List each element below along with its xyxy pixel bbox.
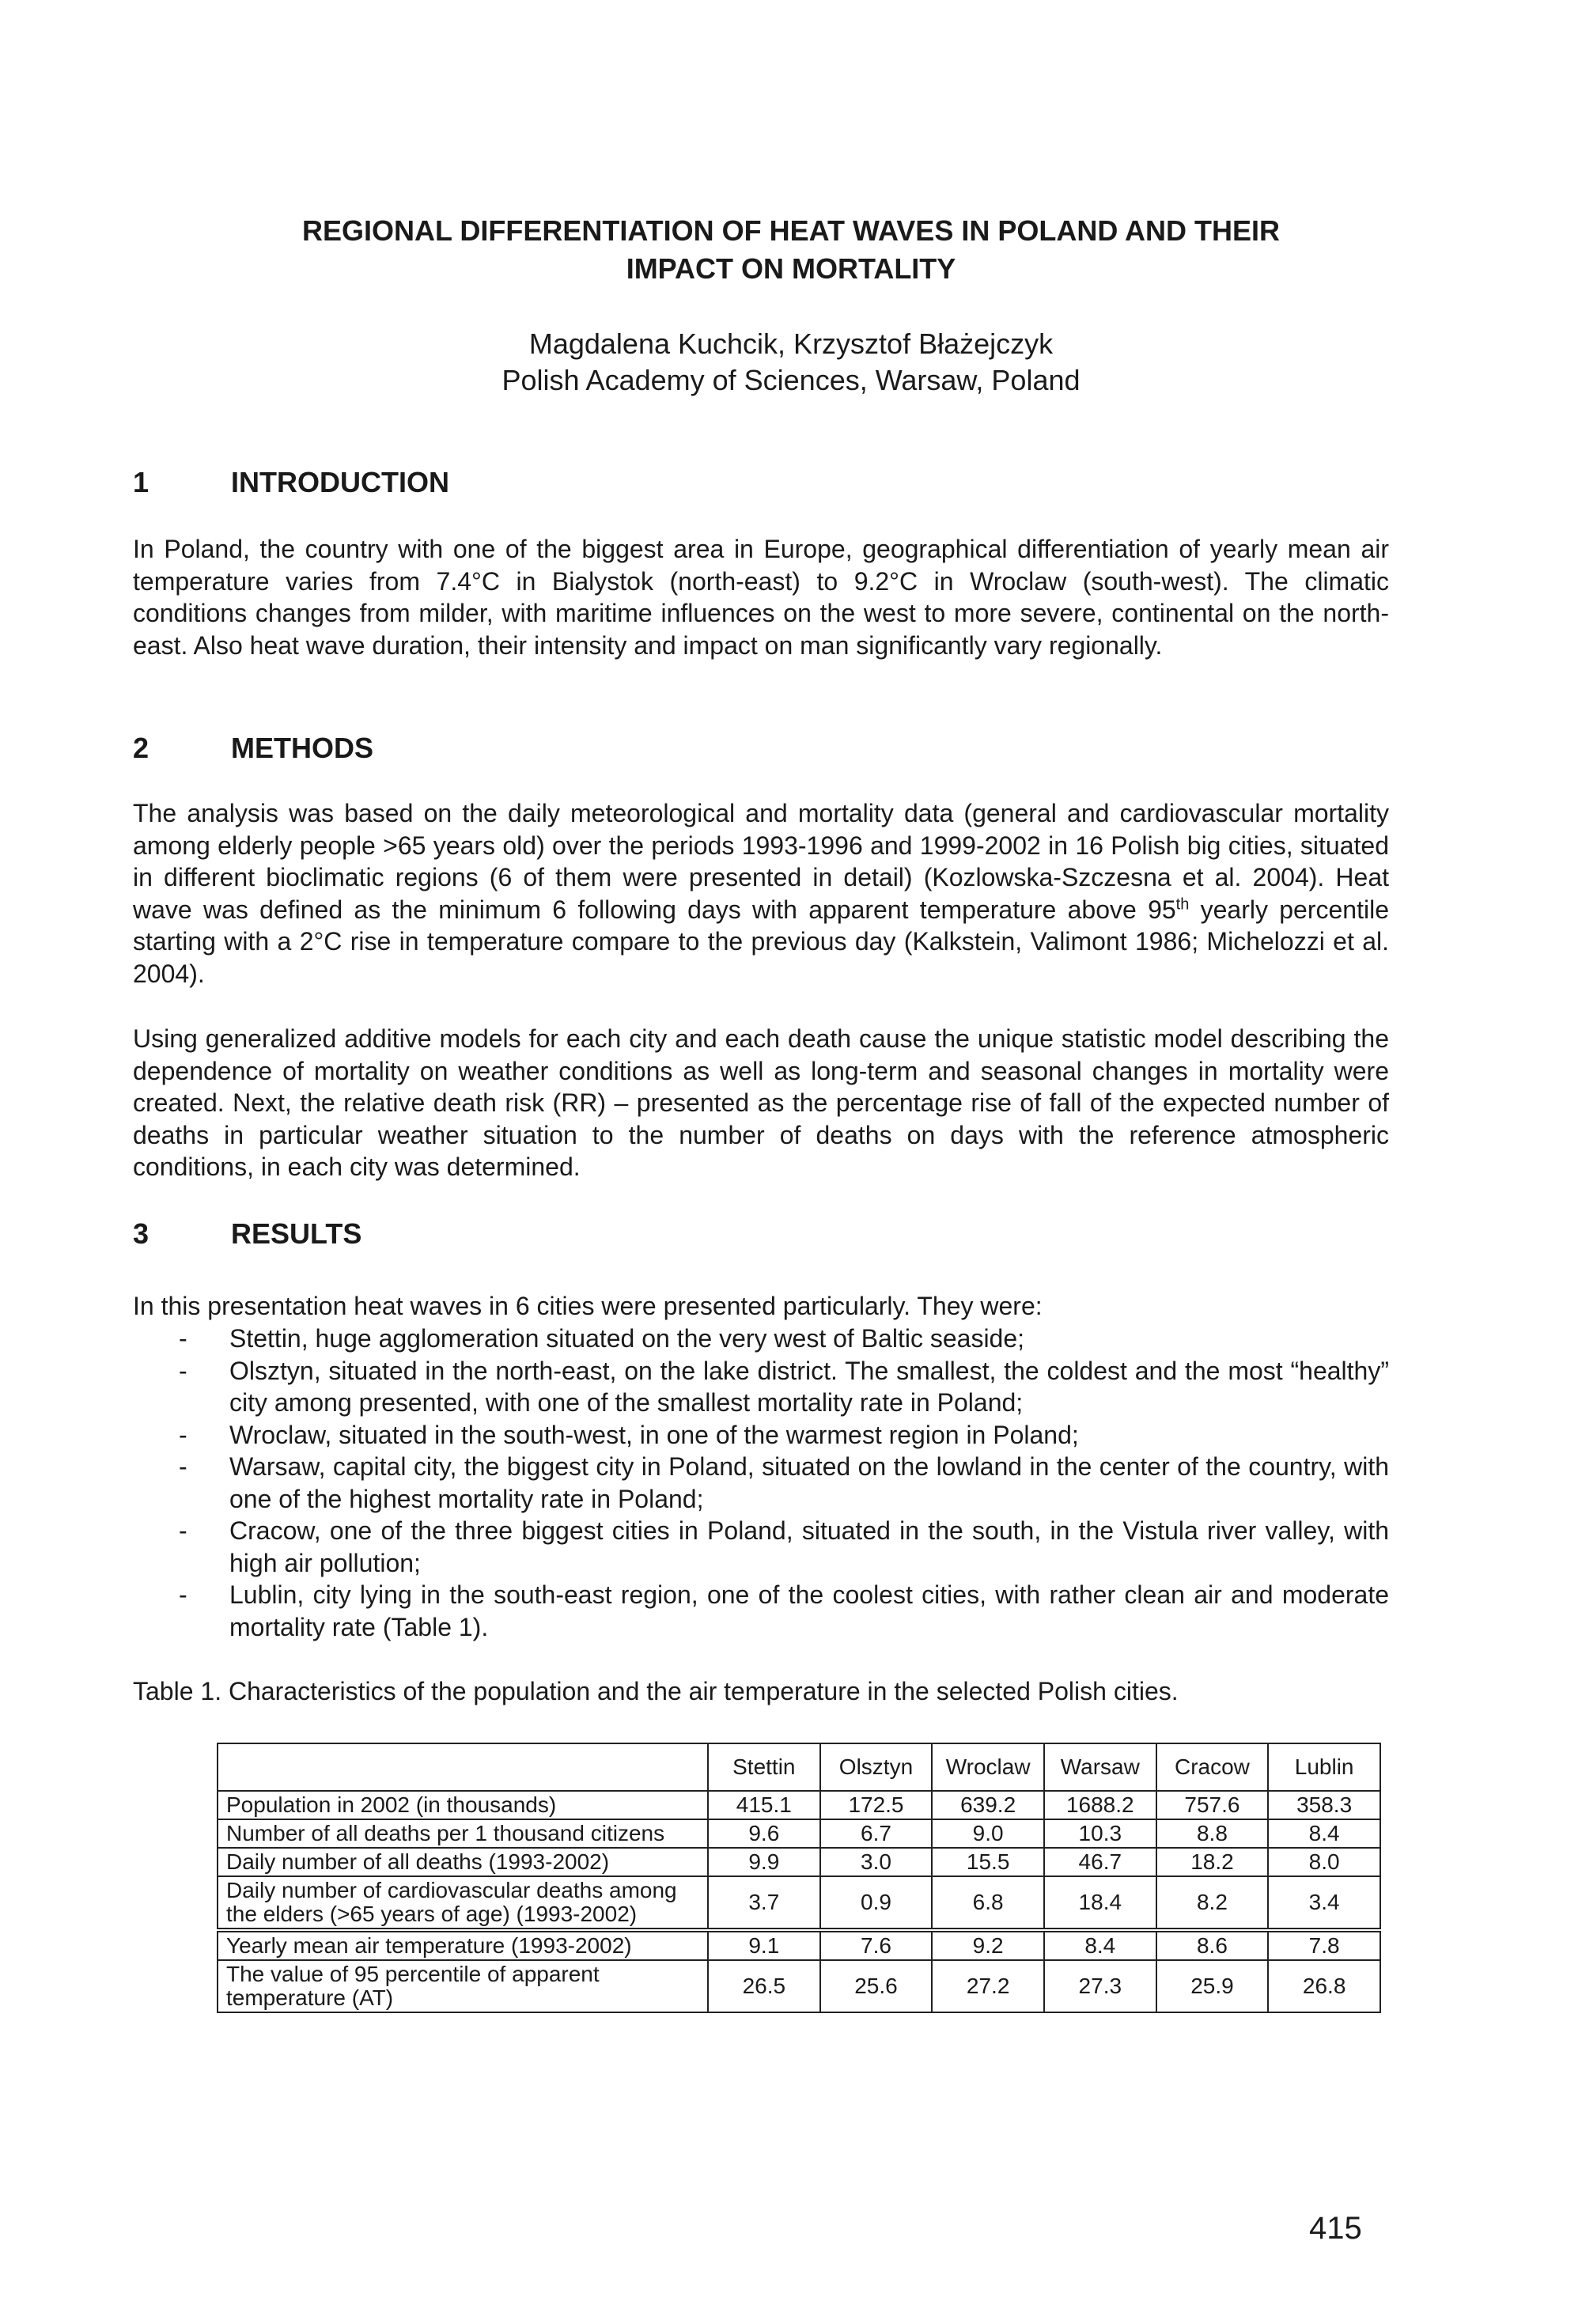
superscript-th: th [1175,895,1190,913]
table-cell: 3.7 [708,1876,820,1930]
list-item [133,1451,1389,1515]
table-cell: 3.0 [820,1848,933,1876]
table-cell: 172.5 [820,1791,933,1819]
section-title: METHODS [231,732,373,764]
bullet-dash: - [179,1580,187,1609]
table-row [218,1819,1380,1848]
table-cell: 3.4 [1268,1876,1380,1930]
table-row [218,1876,1380,1930]
row-label: Yearly mean air temperature (1993-2002) [218,1930,708,1960]
table-cell: 6.7 [820,1819,933,1848]
author-block [134,326,1448,399]
section-heading-introduction [133,465,449,500]
list-item-text: Wroclaw, situated in the south-west, in one of the warmest region in Poland; [229,1420,1079,1449]
table-cell: 27.2 [932,1960,1044,2012]
table-cell: 8.2 [1156,1876,1269,1930]
table-cell: 46.7 [1044,1848,1156,1876]
table-cell: 8.4 [1268,1819,1380,1848]
bullet-dash: - [179,1420,187,1449]
column-header: Wroclaw [932,1743,1044,1791]
table-cell: 7.6 [820,1930,933,1960]
table-cell: 26.8 [1268,1960,1380,2012]
row-label: Population in 2002 (in thousands) [218,1791,708,1819]
bullet-dash: - [179,1324,187,1353]
bullet-dash: - [179,1516,187,1545]
row-label: The value of 95 percentile of apparent temperature (AT) [218,1960,708,2012]
paper-title [134,212,1448,288]
table-cell: 9.9 [708,1848,820,1876]
table-cell: 10.3 [1044,1819,1156,1848]
table-caption: Table 1. Characteristics of the population and the air temperature in the selected Polish cities. [133,1677,1179,1705]
page-number: 415 [1309,2211,1362,2246]
table-header-row [218,1743,1380,1791]
bullet-dash: - [179,1452,187,1481]
section-number: 1 [133,466,149,498]
list-item-text: Cracow, one of the three biggest cities in Poland, situated in the south, in the Vistula river valley, with high air pollution; [229,1516,1389,1577]
table-cell: 415.1 [708,1791,820,1819]
table-cell: 1688.2 [1044,1791,1156,1819]
table-cell: 0.9 [820,1876,933,1930]
methods-paragraph-2: Using generalized additive models for each city and each death cause the unique statistic model describing the dependence of mortality on weather conditions as well as long-term and seasonal changes in mortality were created. Next, the relative death risk (RR) – presented as the percentage rise of fall of the expected number of deaths in particular weather situation to the number of deaths on days with the reference atmospheric conditions, in each city was determined. [133,1024,1389,1181]
column-header: Olsztyn [820,1743,933,1791]
methods-paragraph-1-end: yearly percentile starting with a 2°C rise in temperature compare to the previous day (Kalkstein, Valimont 1986; Michelozzi et al. 2004). [133,895,1390,988]
table-cell: 27.3 [1044,1960,1156,2012]
author-names: Magdalena Kuchcik, Krzysztof Błażejczyk [528,327,1054,360]
table-cell: 9.2 [932,1930,1044,1960]
list-item [133,1579,1389,1643]
row-label: Number of all deaths per 1 thousand citizens [218,1819,708,1848]
table-cell: 757.6 [1156,1791,1269,1819]
table-cell: 358.3 [1268,1791,1380,1819]
section-heading-results [133,1217,361,1251]
table-row [218,1930,1380,1960]
column-header: Cracow [1156,1743,1269,1791]
table-corner-cell [218,1743,708,1791]
table-cell: 8.6 [1156,1930,1269,1960]
bullet-dash: - [179,1356,187,1385]
list-item [133,1323,1389,1355]
methods-paragraph-1-start: The analysis was based on the daily meteorological and mortality data (general and cardiovascular mortality among elderly people >65 years old) over the periods 1993-1996 and 1999-2002 in 16 Polish big cities, situated in different bioclimatic regions (6 of them were presented in detail) (Kozlowska-Szczesna et al. 2004). Heat wave was defined as the minimum 6 following days with apparent temperature above 95 [133,799,1389,924]
table-row [218,1848,1380,1876]
author-affiliation: Polish Academy of Sciences, Warsaw, Poland [501,364,1081,396]
title-line-1: REGIONAL DIFFERENTIATION OF HEAT WAVES IN POLAND AND THEIR [301,214,1280,247]
list-item-text: Olsztyn, situated in the north-east, on the lake district. The smallest, the coldest and the most “healthy” city among presented, with one of the smallest mortality rate in Poland; [229,1356,1389,1417]
row-label: Daily number of all deaths (1993-2002) [218,1848,708,1876]
table-cell: 7.8 [1268,1930,1380,1960]
table-row [218,1791,1380,1819]
list-item [133,1355,1389,1419]
table-cell: 25.9 [1156,1960,1269,2012]
table-cell: 15.5 [932,1848,1044,1876]
introduction-paragraph: In Poland, the country with one of the biggest area in Europe, geographical differentiation of yearly mean air temperature varies from 7.4°C in Bialystok (north-east) to 9.2°C in Wroclaw (south-west). The climatic conditions changes from milder, with maritime influences on the west to more severe, continental on the north-east. Also heat wave duration, their intensity and impact on man significantly vary regionally. [133,535,1389,660]
city-list [133,1323,1389,1643]
table-cell: 8.0 [1268,1848,1380,1876]
list-item-text: Stettin, huge agglomeration situated on the very west of Baltic seaside; [229,1324,1025,1353]
column-header: Stettin [708,1743,820,1791]
section-title: RESULTS [231,1217,362,1250]
table-cell: 25.6 [820,1960,933,2012]
city-characteristics-table [217,1743,1381,2013]
column-header: Warsaw [1044,1743,1156,1791]
table-cell: 26.5 [708,1960,820,2012]
section-heading-methods [133,731,373,766]
table-cell: 8.8 [1156,1819,1269,1848]
methods-paragraph-1 [133,797,1389,990]
table-cell: 9.6 [708,1819,820,1848]
table-cell: 18.4 [1044,1876,1156,1930]
results-intro: In this presentation heat waves in 6 cities were presented particularly. They were: [133,1292,1043,1320]
section-number: 2 [133,732,149,764]
table-cell: 639.2 [932,1791,1044,1819]
title-line-2: IMPACT ON MORTALITY [626,252,956,285]
table-cell: 6.8 [932,1876,1044,1930]
row-label: Daily number of cardiovascular deaths among the elders (>65 years of age) (1993-2002) [218,1876,708,1930]
table-cell: 8.4 [1044,1930,1156,1960]
list-item [133,1515,1389,1579]
list-item-text: Lublin, city lying in the south-east region, one of the coolest cities, with rather clean air and moderate mortality rate (Table 1). [229,1580,1389,1641]
list-item [133,1419,1389,1452]
section-title: INTRODUCTION [231,466,449,498]
table-cell: 18.2 [1156,1848,1269,1876]
column-header: Lublin [1268,1743,1380,1791]
list-item-text: Warsaw, capital city, the biggest city in Poland, situated on the lowland in the center of the country, with one of the highest mortality rate in Poland; [229,1452,1389,1513]
section-number: 3 [133,1217,149,1250]
table-cell: 9.0 [932,1819,1044,1848]
table-cell: 9.1 [708,1930,820,1960]
table-row [218,1960,1380,2012]
